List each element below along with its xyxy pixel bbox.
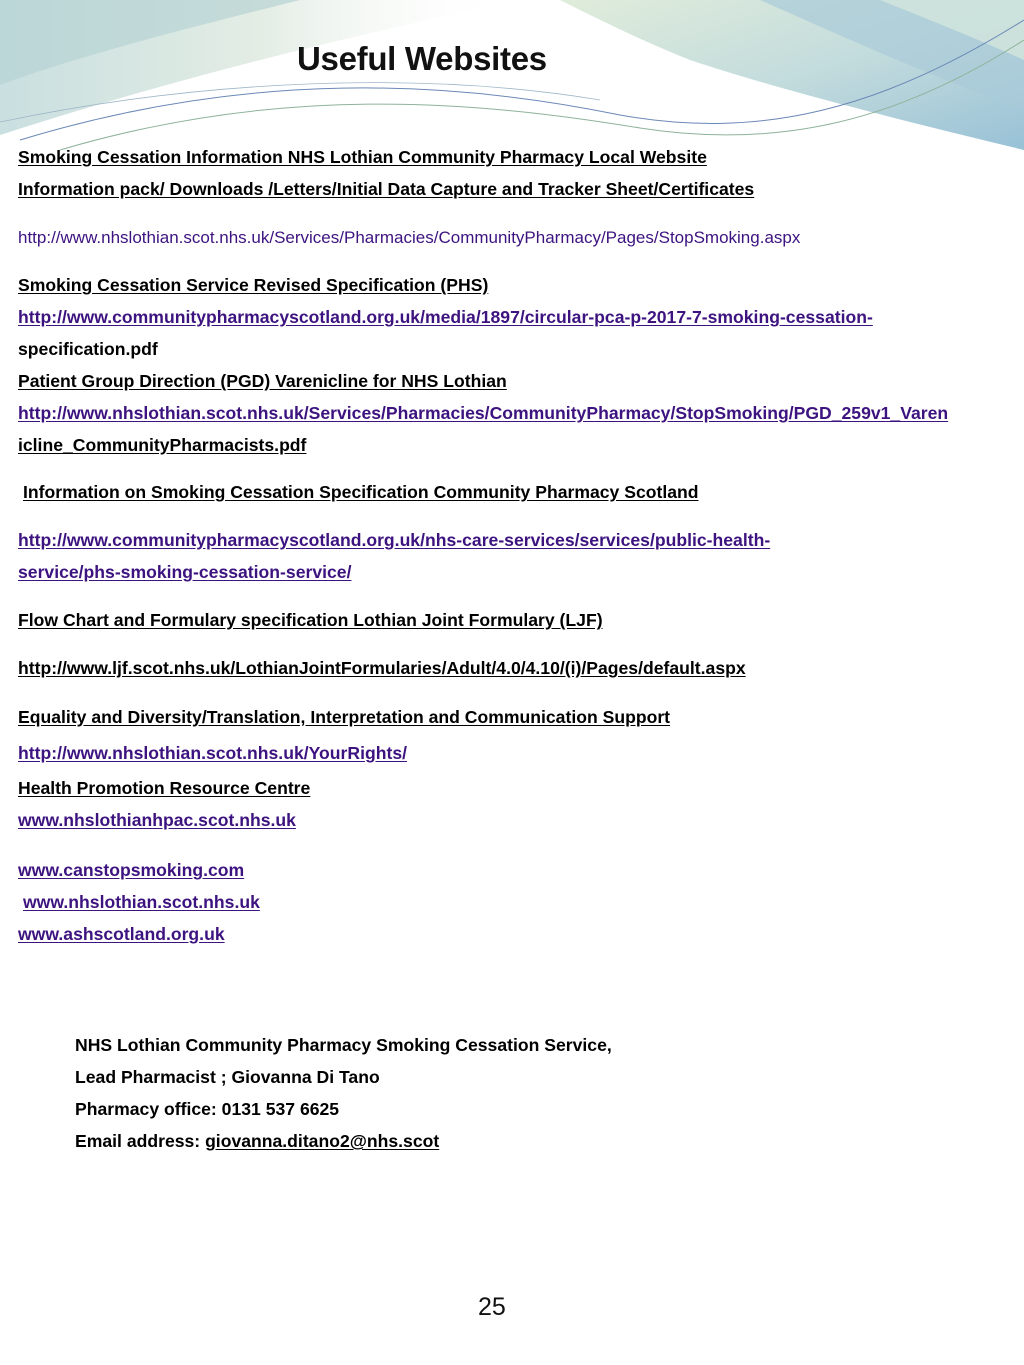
section-heading-ljf: Flow Chart and Formulary specification Lothian Joint Formulary (LJF) <box>18 610 603 630</box>
contact-lead-pharmacist: Lead Pharmacist ; Giovanna Di Tano <box>75 1067 380 1087</box>
link-ashscotland[interactable]: www.ashscotland.org.uk <box>18 924 225 944</box>
link-stop-smoking-page[interactable]: http://www.nhslothian.scot.nhs.uk/Services/Pharmacies/CommunityPharmacy/Pages/StopSmoking.aspx <box>18 228 801 247</box>
link-cps-circular[interactable]: http://www.communitypharmacyscotland.org.uk/media/1897/circular-pca-p-2017-7-smoking-cessation- <box>18 307 873 327</box>
contact-email-label: Email address: <box>75 1131 206 1151</box>
section-heading-info-pack: Information pack/ Downloads /Letters/Initial Data Capture and Tracker Sheet/Certificates <box>18 179 755 199</box>
section-heading-local-website: Smoking Cessation Information NHS Lothian Community Pharmacy Local Website <box>18 147 707 167</box>
contact-service-name: NHS Lothian Community Pharmacy Smoking Cessation Service, <box>75 1035 612 1055</box>
link-pgd-varenicline-continued[interactable]: icline_CommunityPharmacists.pdf <box>18 435 307 455</box>
section-heading-equality-diversity: Equality and Diversity/Translation, Interpretation and Communication Support <box>18 707 671 727</box>
link-hpac[interactable]: www.nhslothianhpac.scot.nhs.uk <box>18 810 296 830</box>
link-your-rights[interactable]: http://www.nhslothian.scot.nhs.uk/YourRights/ <box>18 743 408 763</box>
section-heading-cps-specification: Information on Smoking Cessation Specification Community Pharmacy Scotland <box>23 482 699 502</box>
contact-phone: Pharmacy office: 0131 537 6625 <box>75 1099 340 1119</box>
link-nhslothian[interactable]: www.nhslothian.scot.nhs.uk <box>23 892 260 912</box>
contact-email-link[interactable]: giovanna.ditano2@nhs.scot <box>205 1131 440 1151</box>
link-canstopsmoking[interactable]: www.canstopsmoking.com <box>18 860 245 880</box>
link-cps-circular-continued[interactable]: specification.pdf <box>18 339 158 359</box>
link-ljf-formulary[interactable]: http://www.ljf.scot.nhs.uk/LothianJointFormularies/Adult/4.0/4.10/(i)/Pages/default.aspx <box>18 658 746 678</box>
contact-email-row <box>75 1130 439 1152</box>
link-pgd-varenicline[interactable]: http://www.nhslothian.scot.nhs.uk/Services/Pharmacies/CommunityPharmacy/StopSmoking/PGD_259v1_Varen <box>18 403 949 423</box>
page-number: 25 <box>478 1293 506 1321</box>
link-cps-public-health[interactable]: http://www.communitypharmacyscotland.org.uk/nhs-care-services/services/public-health- <box>18 530 771 550</box>
section-heading-revised-specification: Smoking Cessation Service Revised Specification (PHS) <box>18 275 489 295</box>
section-heading-health-promotion: Health Promotion Resource Centre <box>18 778 311 798</box>
page-title: Useful Websites <box>297 40 547 77</box>
link-cps-public-health-continued[interactable]: service/phs-smoking-cessation-service/ <box>18 562 352 582</box>
section-heading-pgd-varenicline: Patient Group Direction (PGD) Varenicline for NHS Lothian <box>18 371 507 391</box>
